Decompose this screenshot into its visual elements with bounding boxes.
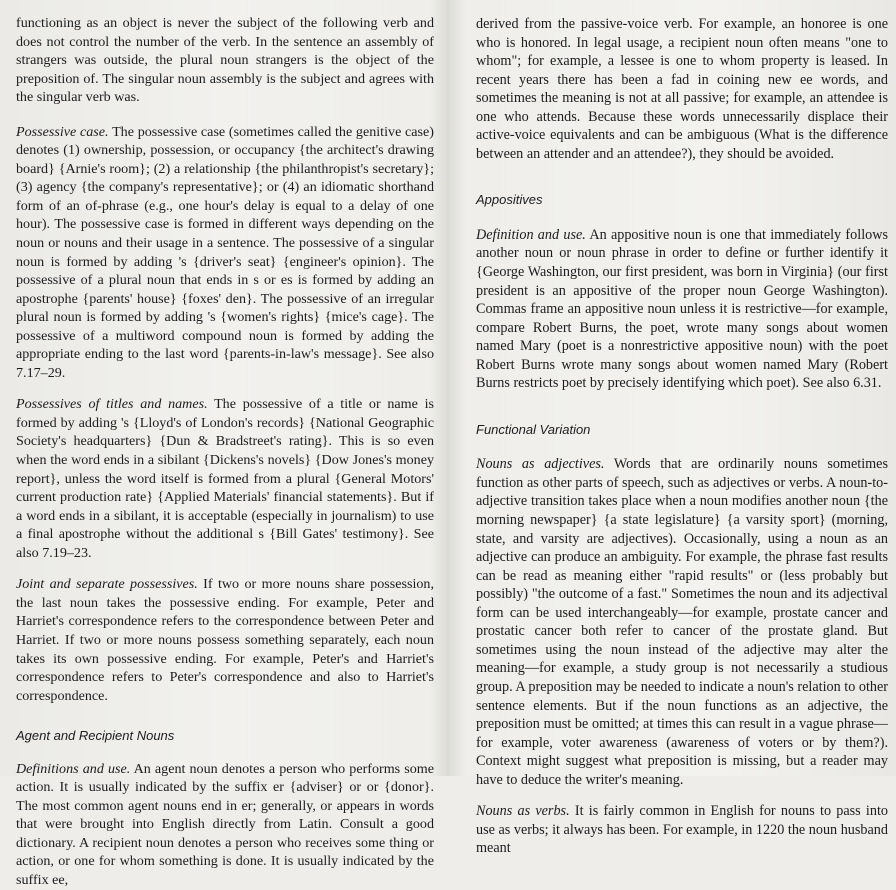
appositive-definition-paragraph: [476, 226, 888, 393]
paragraph-body: Words that are ordinarily nouns sometimes function as other parts of speech, such as adjectives or verbs. A noun-to-adjective transition takes place when a noun modifies another noun {the morning newspaper} {a state legislature} {a varsity sport} (morning, state, and varsity are adjectives). Occasionally, using a noun as an adjective can produce an ambiguity. For example, the phrase fast results can be read as meaning either "rapid results" or (less probably but possibly) "the outcome of a fast." Sometimes the noun and its adjectival form can be used interchangeably—for example, prostate cancer and prostatic cancer both refer to cancer of the prostate gland. But sometimes using the noun instead of the adjective may alter the meaning—for example, a study group is not necessarily a studious group. A preposition may be needed to indicate a noun's relation to other sentence elements. But if the noun functions as an adjective, the preposition must be omitted; at times this can result in a vague phrase—for example, voter awareness (awareness of voters or by them?). Context might suggest what preposition is missing, but a reader may have to deduce the writer's meaning.: [476, 456, 888, 788]
nouns-as-adjectives-paragraph: [476, 455, 888, 789]
right-page: [476, 15, 888, 857]
agent-definitions-paragraph: [16, 760, 434, 890]
paragraph-lead: Possessive case.: [16, 123, 109, 140]
continuation-paragraph: functioning as an object is never the subject of the following verb and does not control the number of the verb. In the sentence an assembly of strangers was outside, the plural noun strangers is the object of the preposition of. The singular noun assembly is the subject and agrees with the singular verb was.: [16, 15, 434, 106]
paragraph-lead: Nouns as verbs.: [476, 803, 570, 820]
paragraph-body: An appositive noun is one that immediately follows another noun or noun phrase in order to define or further identify it {George Washington, our first president, was born in Virginia} (our first president is an appositive of the proper noun George Washington). Commas frame an appositive noun unless it is restrictive—for example, compare Robert Burns, the poet, wrote many songs about women named Mary (poet is a nonrestrictive appositive noun) with the poet Robert Burns wrote many songs about women named Mary (Robert Burns restricts poet by precisely identifying which poet). See also 6.31.: [476, 226, 888, 392]
nouns-as-verbs-paragraph: [476, 802, 888, 858]
left-page: [16, 14, 434, 888]
continuation-paragraph: derived from the passive-voice verb. For example, an honoree is one who is honored. In legal usage, a recipient noun often means "one to whom"; for example, a lessee is one to whom property is leased. In recent years there has been a fad in coining new ee words, and sometimes the meaning is not at all passive; for example, an attendee is one who attends. Because these words unnecessarily displace their active-voice equivalents and can be ambiguous (What is the difference between an attender and an attendee?), they should be avoided.: [476, 16, 888, 162]
paragraph-body: An agent noun denotes a person who performs some action. It is usually indicated by the suffix er {adviser} or or {donor}. The most common agent nouns end in er; generally, or appears in words that were brought into English directly from Latin. Consult a good dictionary. A recipient noun denotes a person who receives some thing or action, or one for whom something is done. It is usually indicated by the suffix ee,: [16, 760, 434, 888]
possessives-of-titles-paragraph: [16, 395, 434, 562]
joint-possessives-paragraph: [16, 575, 434, 705]
paragraph-body: It is fairly common in English for nouns to pass into use as verbs; it always has been. For example, in 1220 the noun husband meant: [476, 803, 888, 857]
paragraph-lead: Definitions and use.: [16, 760, 131, 777]
paragraph-body: The possessive case (sometimes called the genitive case) denotes (1) ownership, possession, or occupancy {the architect's drawing board} {Arnie's room}; (2) a relationship {the philanthropist's secretary}; (3) agency {the company's representative}; or (4) an idiomatic shorthand form of an of-phrase (e.g., one hour's delay is equal to a delay of one hour). The possessive case is formed in different ways depending on the noun or nouns and their usage in a sentence. The possessive of a singular noun is formed by adding 's {driver's seat} {engineer's opinion}. The possessive of a plural noun that ends in s or es is formed by adding an apostrophe {parents' house} {foxes' den}. The possessive of an irregular plural noun is formed by adding 's {women's rights} {mice's cage}. The possessive of a multiword compound noun is formed by adding the appropriate ending to the last word {parents-in-law's message}. See also 7.17–29.: [16, 123, 434, 381]
paragraph-lead: Possessives of titles and names.: [16, 396, 208, 413]
paragraph-lead: Nouns as adjectives.: [476, 456, 605, 473]
possessive-case-paragraph: [16, 123, 434, 383]
paragraph-lead: Definition and use.: [476, 226, 586, 243]
section-heading-appositives: Appositives: [476, 192, 543, 208]
section-heading-agent-recipient: Agent and Recipient Nouns: [16, 728, 175, 744]
paragraph-body: The possessive of a title or name is formed by adding 's {Lloyd's of London's records} {National Geographic Society's headquarters} {Dun & Bradstreet's rating}. This is so even when the word ends in a sibilant {Dickens's novels} {Dow Jones's money report}, unless the word itself is formed from a plural {General Motors' current production rate} {Applied Materials' financial statements}. But if a word ends in a sibilant, it is acceptable (especially in journalism) to use a final apostrophe without the additional s {Bill Gates' testimony}. See also 7.19–23.: [16, 396, 434, 561]
paragraph-lead: Joint and separate possessives.: [16, 576, 198, 593]
section-heading-functional-variation: Functional Variation: [476, 421, 591, 437]
paragraph-body: If two or more nouns share possession, the last noun takes the possessive ending. For example, Peter and Harriet's correspondence refers to the correspondence between Peter and Harriet. If two or more nouns possess something separately, each noun takes its own possessive ending. For example, Peter's and Harriet's correspondence refers to Peter's correspondence and also to Harriet's correspondence.: [16, 576, 434, 704]
